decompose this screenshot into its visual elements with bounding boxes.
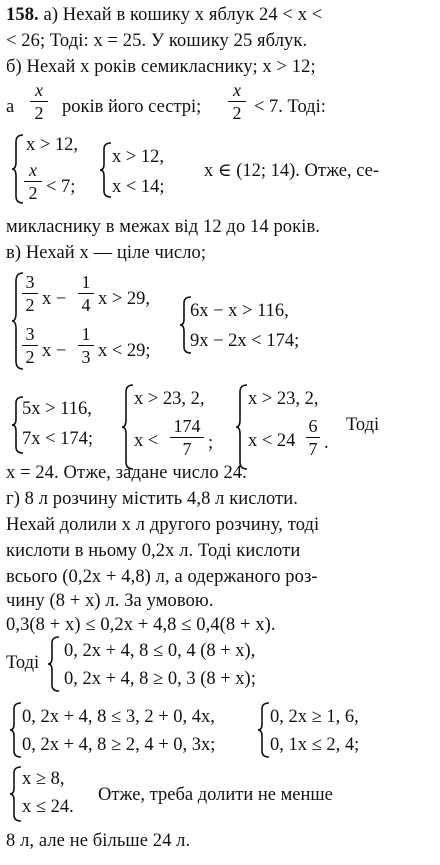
system-4-line-a: 0, 2x + 4, 8 ≤ 0, 4 (8 + x),: [64, 641, 256, 661]
system-5b-line-b: 0, 1x ≤ 2, 4;: [270, 735, 360, 755]
system-4-brace: [48, 636, 60, 692]
system-4-line-b: 0, 2x + 4, 8 ≥ 0, 3 (8 + x);: [64, 669, 256, 689]
line-1-text: а) Нехай в кошику x яблук 24 < x <: [38, 5, 323, 25]
fraction-1-over-4: 1 4: [78, 272, 94, 315]
line-g4: всього (0,2x + 4,8) л, а одержаного роз-: [6, 567, 318, 587]
system-3c-line-b: x < 24: [248, 431, 296, 451]
system-6-conclusion: Отже, треба долити не менше: [98, 785, 333, 805]
system-5b-line-a: 0, 2x ≥ 1, 6,: [270, 707, 359, 727]
system-1-line-a: x > 12,: [26, 135, 79, 155]
line-g3: кислоти в ньому 0,2x л. Тоді кислоти: [6, 541, 301, 561]
system-2b-line-a: 6x − x > 116,: [190, 301, 289, 321]
line-3: б) Нехай x років семикласнику; x > 12;: [6, 57, 316, 77]
line-7: в) Нехай x — ціле число;: [6, 243, 207, 263]
system-3-line-b: 7x < 174;: [22, 429, 94, 449]
system-3b-line-b: x <: [134, 431, 159, 451]
system-5b-brace: [258, 702, 270, 758]
line-g1: г) 8 л розчину містить 4,8 л кислоти.: [6, 489, 298, 509]
system-5-line-a: 0, 2x + 4, 8 ≤ 3, 2 + 0, 4x,: [22, 707, 215, 727]
line-1: [6, 4, 322, 26]
system-3b-line-b2: ;: [208, 433, 214, 453]
fraction-3-over-2-b: 3 2: [22, 324, 38, 367]
line-x24: x = 24. Отже, задане число 24.: [6, 463, 247, 483]
system-1b-brace: [100, 142, 112, 198]
system-1-brace: [12, 134, 24, 204]
system-3-todi: Тоді: [346, 415, 380, 435]
fraction-x-over-2-b: x 2: [228, 80, 246, 123]
line-g5: чину (8 + x) л. За умовою.: [6, 591, 214, 611]
system-3b-line-a: x > 23, 2,: [134, 389, 205, 409]
system-3c-line-b2: .: [324, 433, 329, 453]
fraction-x-over-2-c: x 2: [24, 160, 42, 203]
problem-number: 158.: [6, 5, 39, 25]
line-4-c: < 7. Тоді:: [254, 97, 326, 117]
system-5-brace: [10, 702, 22, 758]
line-last: 8 л, але не більше 24 л.: [6, 831, 191, 851]
line-g2: Нехай долили x л другого розчину, тоді: [6, 515, 320, 535]
fraction-x-over-2: x 2: [30, 80, 48, 123]
system-1b-line-b: x < 14;: [112, 177, 165, 197]
fraction-174-over-7: 174 7: [170, 416, 204, 459]
fraction-1-over-3: 1 3: [78, 324, 94, 367]
system-6-line-a: x ≥ 8,: [22, 769, 65, 789]
system-4-todi: Тоді: [6, 653, 40, 673]
system-3-line-a: 5x > 116,: [22, 399, 92, 419]
system-3b-brace: [122, 384, 134, 470]
system-1b-line-a: x > 12,: [112, 147, 165, 167]
system-1-line-b: < 7;: [46, 177, 76, 197]
system-3c-line-a: x > 23, 2,: [248, 389, 319, 409]
line-6: микласнику в межах від 12 до 14 років.: [6, 217, 321, 237]
system-2-line-a1: x −: [42, 289, 67, 309]
line-2: < 26; Тоді: x = 25. У кошику 25 яблук.: [6, 31, 308, 51]
system-2-line-b1: x −: [42, 341, 67, 361]
system-2b-line-b: 9x − 2x < 174;: [190, 331, 300, 351]
system-3c-brace: [236, 384, 248, 470]
system-2-line-a2: x > 29,: [98, 289, 151, 309]
system-6-brace: [10, 766, 22, 822]
system-5-line-b: 0, 2x + 4, 8 ≥ 2, 4 + 0, 3x;: [22, 735, 216, 755]
line-4-a: а: [6, 97, 15, 117]
fraction-6-over-7: 6 7: [306, 416, 320, 459]
system-6-line-b: x ≤ 24.: [22, 797, 74, 817]
line-4-b: років його сестрі;: [62, 97, 202, 117]
fraction-3-over-2: 3 2: [22, 272, 38, 315]
system-1-result: x ∈ (12; 14). Отже, се-: [204, 161, 380, 181]
line-g6: 0,3(8 + x) ≤ 0,2x + 4,8 ≤ 0,4(8 + x).: [6, 615, 276, 635]
system-2-line-b2: x < 29;: [98, 341, 151, 361]
